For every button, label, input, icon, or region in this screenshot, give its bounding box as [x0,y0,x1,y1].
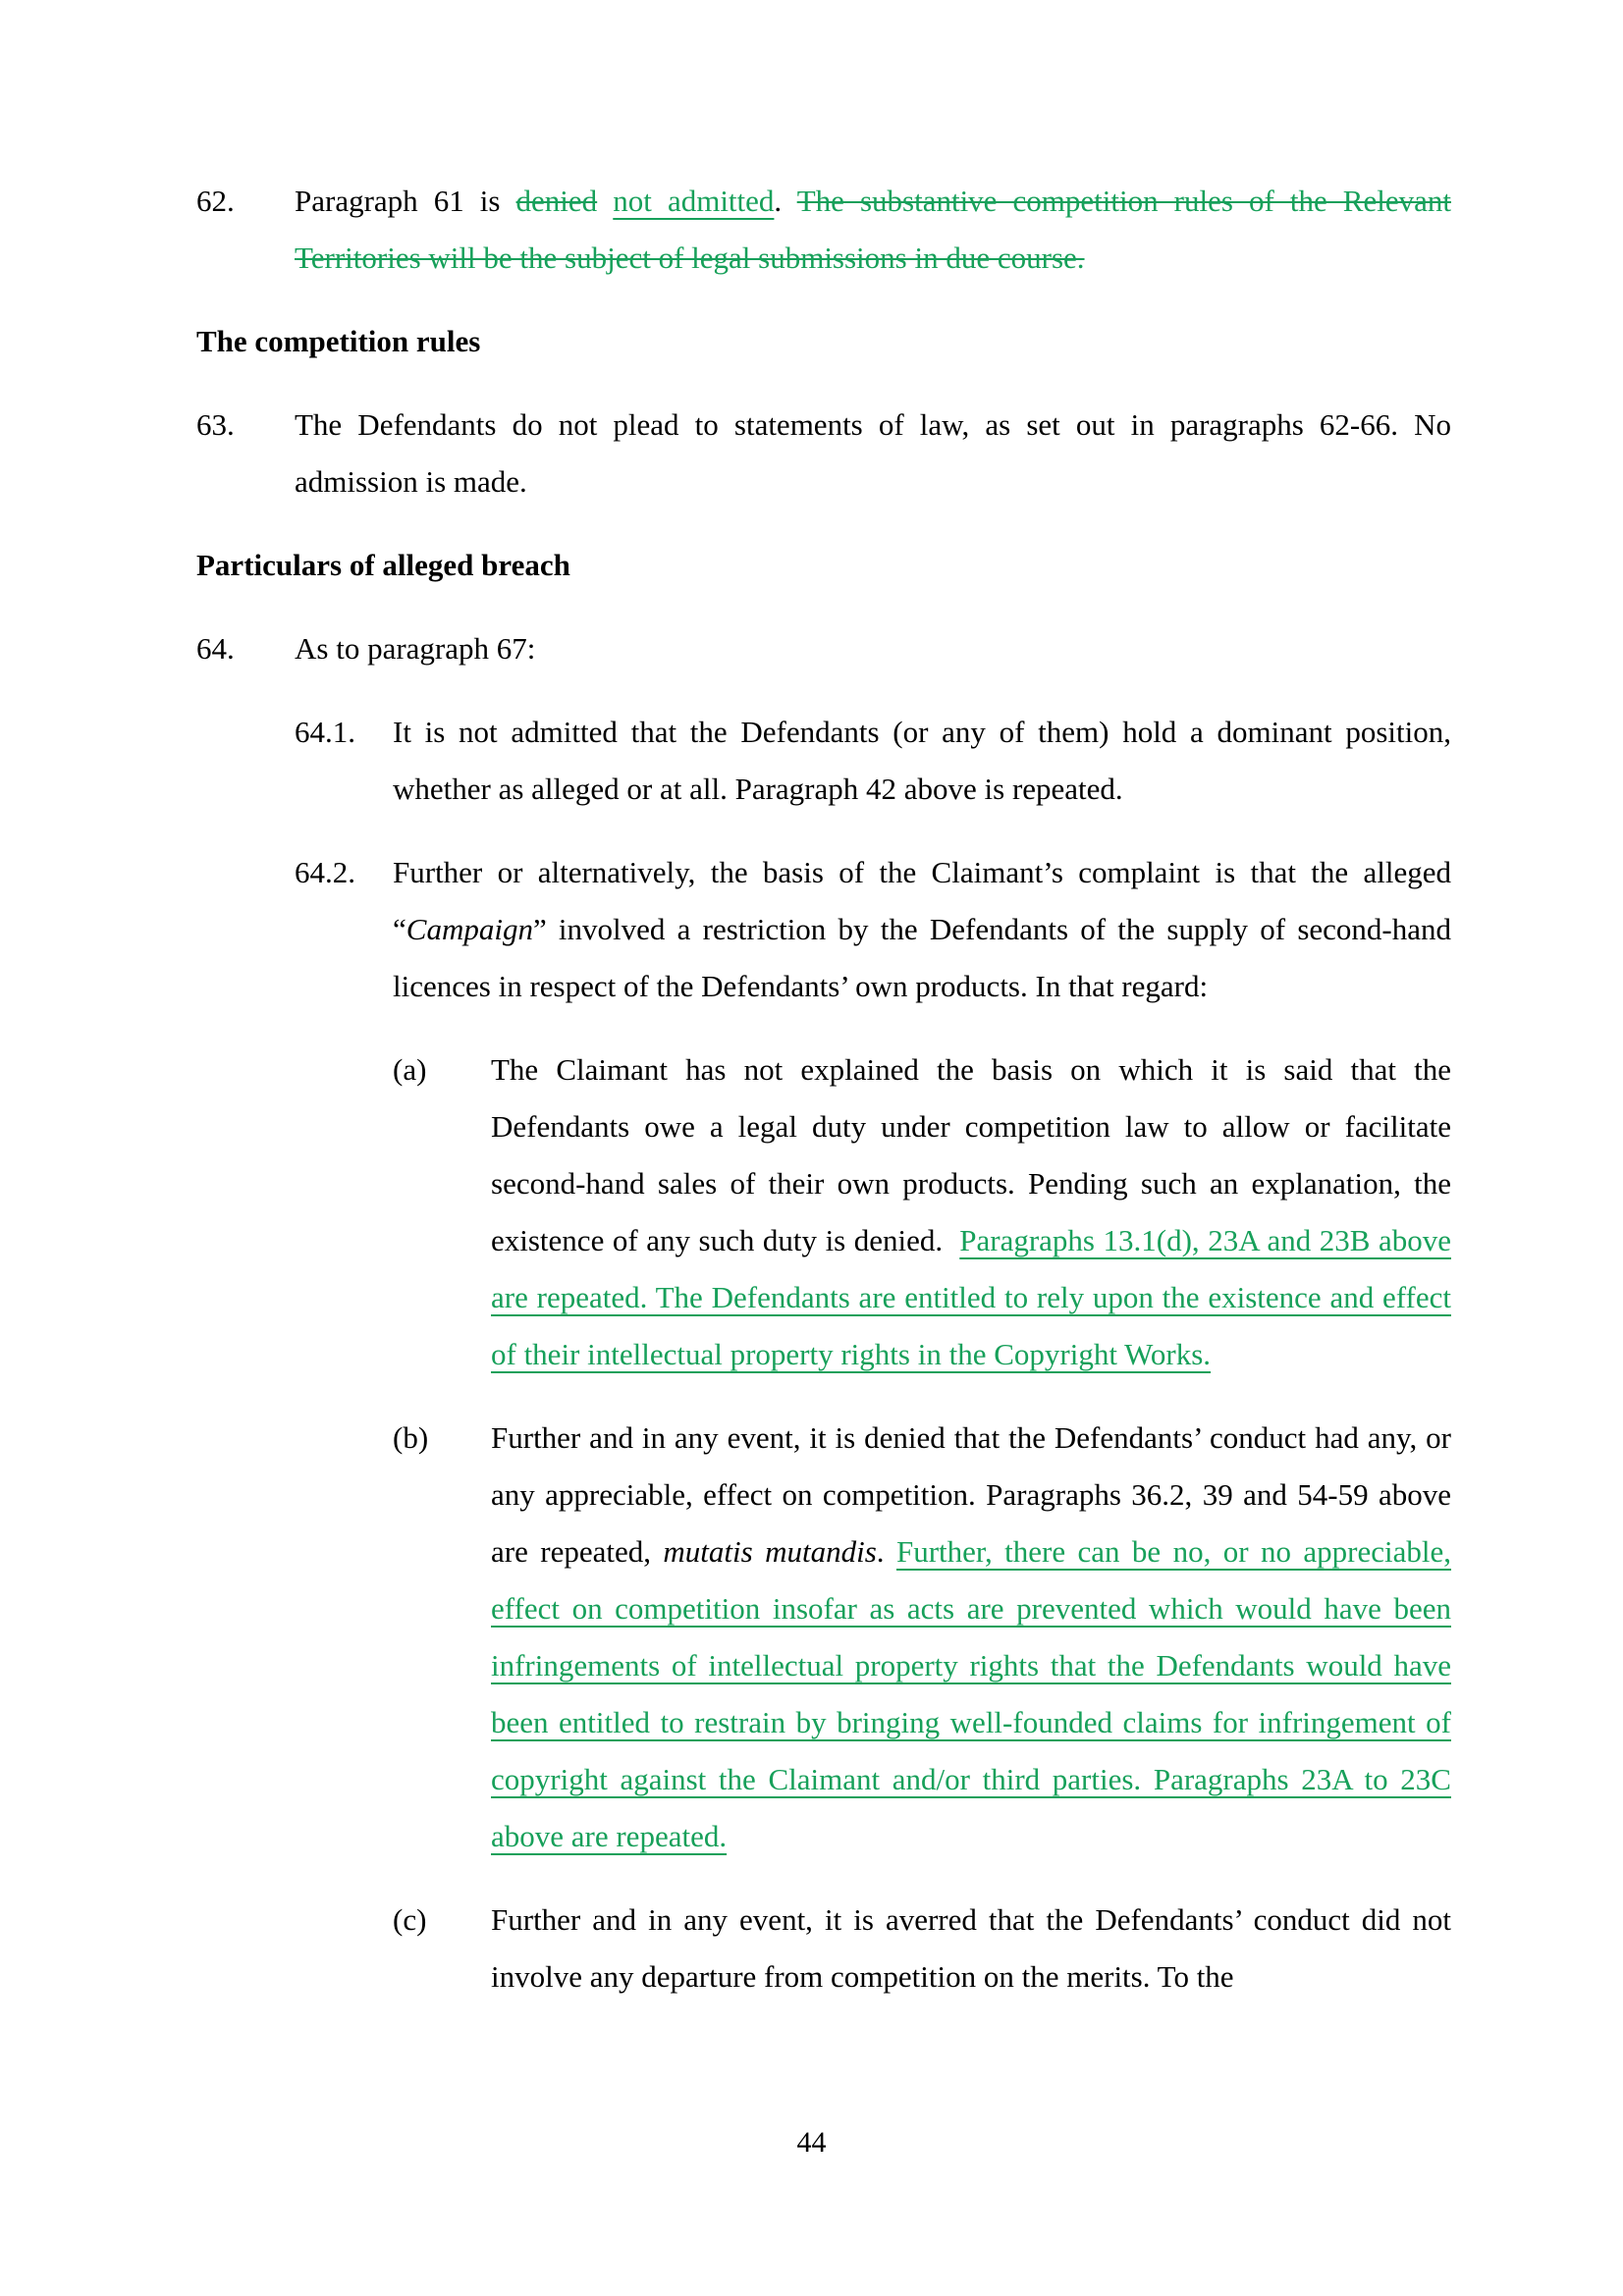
paragraph-letter: (b) [393,1420,429,1455]
paragraph-body [491,1892,1451,2005]
text-run [597,184,613,218]
paragraph-body [295,397,1451,510]
document-content [196,173,1451,2032]
paragraph-letter: (c) [393,1902,427,1937]
text-run: As to paragraph 67: [295,631,536,666]
section-heading-particulars-of-alleged-breach: Particulars of alleged breach [196,548,570,582]
text-run: The Claimant has not explained the basis on which it is said that the Defendants owe a legal duty under competition law to allow or facilitate second-hand sales of their own products. Pending such an explanation, the existence of any such duty is denied. [491,1052,1451,1257]
italic-text-run: mutatis mutandis [663,1534,877,1569]
paragraph-body [393,704,1451,818]
text-run: ” involved a restriction by the Defendants of the supply of second-hand licences in respect of the Defendants’ own products. In that regard: [393,912,1451,1003]
paragraph-number: 63. [196,407,235,442]
inserted-text-run: Further, there can be no, or no appreciable, effect on competition insofar as acts are prevented which would have been infringements of intellectual property rights that the Defendants would have been entitled to restrain by bringing well-founded claims for infringement of copyright against the Claimant and/or third parties. Paragraphs 23A to 23C above are repeated. [491,1534,1452,1853]
italic-text-run: Campaign [406,912,533,946]
text-run: Further and in any event, it is averred that the Defendants’ conduct did not involve any departure from competition on the merits. To the [491,1902,1451,1994]
deleted-text-run: The substantive competition rules of the Relevant Territories will be the subject of legal submissions in due course. [295,184,1451,275]
paragraph-64-2-c [196,1892,1451,2005]
text-run: Paragraph 61 is [295,184,516,218]
paragraph-letter: (a) [393,1052,427,1087]
text-run: . [774,184,797,218]
text-run: The Defendants do not plead to statements of law, as set out in paragraphs 62-66. No admission is made. [295,407,1451,499]
text-run: Further or alternatively, the basis of the Claimant’s complaint is that the alleged “ [393,855,1451,946]
paragraph-62 [196,173,1451,287]
section-heading-competition-rules: The competition rules [196,324,481,358]
text-run: . [876,1534,896,1569]
paragraph-64-2-a [196,1041,1451,1383]
paragraph-64-2 [196,844,1451,1015]
paragraph-64 [196,620,1451,677]
paragraph-64-1 [196,704,1451,818]
inserted-text-run: Paragraphs 13.1(d), 23A and 23B above are repeated. The Defendants are entitled to rely upon the existence and effect of their intellectual property rights in the Copyright Works. [491,1223,1451,1371]
deleted-text-run: denied [515,184,598,218]
text-run: It is not admitted that the Defendants (or any of them) hold a dominant position, whether as alleged or at all. Paragraph 42 above is repeated. [393,715,1451,806]
paragraph-63 [196,397,1451,510]
text-run: Further and in any event, it is denied that the Defendants’ conduct had any, or any appreciable, effect on competition. Paragraphs 36.2, 39 and 54-59 above are repeated, [491,1420,1451,1569]
paragraph-number: 64.2. [295,855,355,889]
paragraph-number: 62. [196,184,235,218]
inserted-text-run: not admitted [613,184,775,218]
paragraph-64-2-b [196,1410,1451,1865]
paragraph-body [491,1410,1451,1865]
paragraph-body [393,844,1451,1015]
paragraph-body [295,620,1451,677]
paragraph-body [295,173,1451,287]
paragraph-number: 64.1. [295,715,355,749]
paragraph-body [491,1041,1451,1383]
paragraph-number: 64. [196,631,235,666]
page-number: 44 [796,2126,827,2159]
